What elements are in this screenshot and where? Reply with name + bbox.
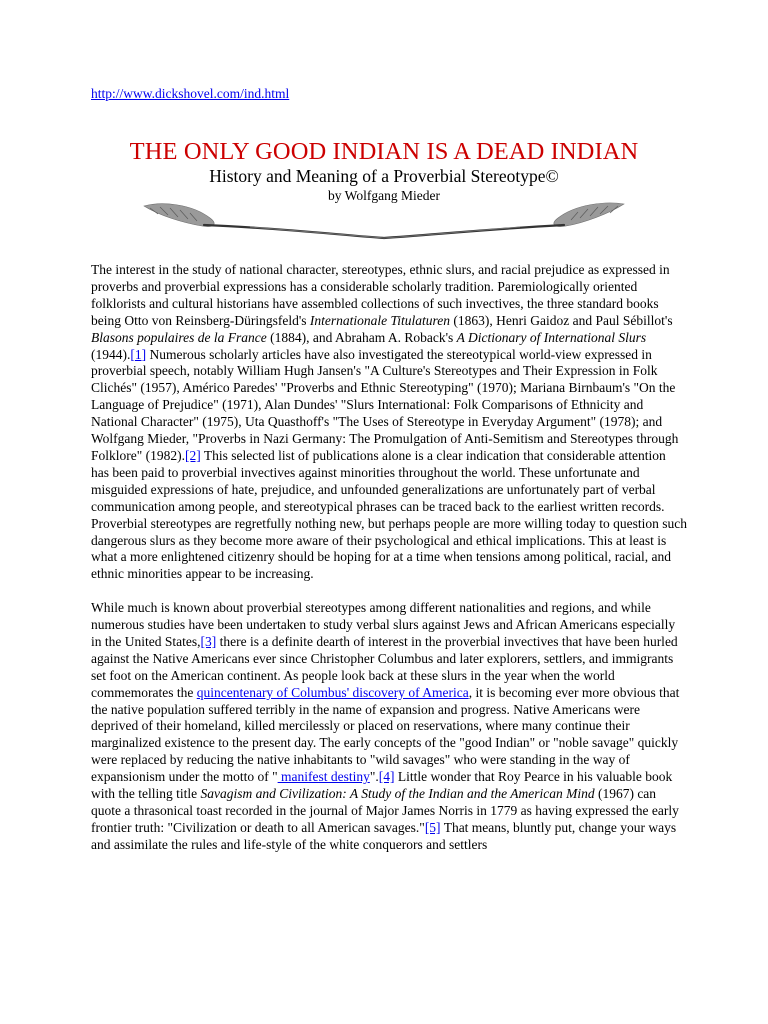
source-url-link[interactable]: http://www.dickshovel.com/ind.html — [91, 86, 290, 101]
paragraph-text: (1884), and Abraham A. Roback's — [266, 329, 457, 345]
manifest-destiny-link[interactable]: manifest destiny — [277, 769, 370, 785]
paragraph-text: The interest in the study of national character, stereotypes, ethnic slurs, and racial prejudice as expressed in proverbs and proverbial expressions has a considerable scholarly tradition. Paremiologically oriented folklorists and cultural historians have assembled collections of such invectives, the three standard books being Otto von Reinsberg-Düringsfeld's — [91, 262, 670, 328]
paragraph-text: (1967) can quote a thrasonical toast recorded in the journal of Major James Norris in 1779 as having expressed the early frontier truth: "Civilization or death to all American savages." — [91, 786, 679, 835]
page-subtitle: History and Meaning of a Proverbial Stereotype© — [209, 166, 559, 186]
paragraph-text: ". — [369, 769, 379, 785]
paragraph-text: While much is known about proverbial stereotypes among different nationalities and regions, and while numerous studies have been undertaken to study verbal slurs against Jews and African Americans especially in the United States, — [91, 600, 676, 649]
italic-title: Blasons populaires de la France — [91, 329, 267, 345]
italic-title: A Dictionary of International Slurs — [456, 329, 647, 345]
italic-title: Internationale Titulaturen — [309, 312, 451, 328]
footnote-link-4[interactable]: [4] — [378, 769, 395, 785]
columbus-quincentenary-link[interactable]: quincentenary of Columbus' discovery of America — [196, 684, 469, 700]
footnote-link-5[interactable]: [5] — [424, 819, 441, 835]
page-title: THE ONLY GOOD INDIAN IS A DEAD INDIAN — [129, 138, 639, 165]
article-body — [91, 262, 687, 871]
paragraph-text: That means, bluntly put, change your ways and assimilate the rules and life-style of the white conquerors and settlers — [91, 819, 677, 852]
italic-title: Savagism and Civilization: A Study of the Indian and the American Mind — [200, 786, 595, 802]
footnote-link-1[interactable]: [1] — [130, 346, 147, 362]
author-byline: by Wolfgang Mieder — [328, 188, 440, 203]
paragraph-text: (1863), Henri Gaidoz and Paul Sébillot's — [450, 312, 673, 328]
paragraph-text: there is a definite dearth of interest in the proverbial invectives that have been hurled against the Native Americans ever since Christopher Columbus and later explorers, settlers, and immigrants set foot on the American continent. As people look back at these slurs in the year when the world commemorates the — [91, 633, 678, 700]
paragraph-text: Little wonder that Roy Pearce in his valuable book with the telling title — [91, 769, 673, 802]
paragraph-text: Numerous scholarly articles have also investigated the stereotypical world-view expressed in proverbial speech, notably William Hugh Jansen's "A Culture's Stereotypes and Their Expression in Folk Clichés" (1957), Américo Paredes' "Proverbs and Ethnic Stereotyping" (1970); Mariana Birnbaum's "On the Language of Prejudice" (1971), Alan Dundes' "Slurs International: Folk Comparisons of Ethnicity and National Character" (1975), Uta Quasthoff's "The Uses of Stereotype in Everyday Argument" (1978); and Wolfgang Mieder, "Proverbs in Nazi Germany: The Promulgation of Anti-Semitism and Stereotypes through Folklore" (1982). — [91, 346, 679, 463]
paragraph-text: (1944). — [91, 346, 131, 362]
paragraph-1 — [91, 262, 687, 583]
footnote-link-3[interactable]: [3] — [200, 633, 217, 649]
paragraph-text: , it is becoming ever more obvious that the native population suffered terribly in the name of expansion and progress. Native Americans were deprived of their homeland, killed mercilessly or placed on reservations, where many continue their marginalized existence to the present day. The early concepts of the "good Indian" or "noble savage" quickly were replaced by reducing the native inhabitants to "wild savages" who were standing in the way of expansionism under the motto of " — [91, 684, 680, 785]
paragraph-text: This selected list of publications alone is a clear indication that considerable attention has been paid to proverbial invectives against minorities throughout the world. These unfortunate and misguided expressions of hate, prejudice, and unfounded generalizations are unfortunately part of verbal communication among people, and stereotypical phrases can be traced back to the earliest written records. Proverbial stereotypes are regretfully nothing new, but perhaps people are more willing today to question such dangerous slurs as they become more aware of their psychological and ethical implications. This at least is what a more enlightened citizenry should be hoping for at a time when tensions among political, racial, and ethnic minorities appear to be increasing. — [91, 447, 687, 582]
paragraph-2 — [91, 600, 687, 854]
quill-feather-divider-icon — [140, 198, 628, 246]
footnote-link-2[interactable]: [2] — [185, 447, 201, 463]
